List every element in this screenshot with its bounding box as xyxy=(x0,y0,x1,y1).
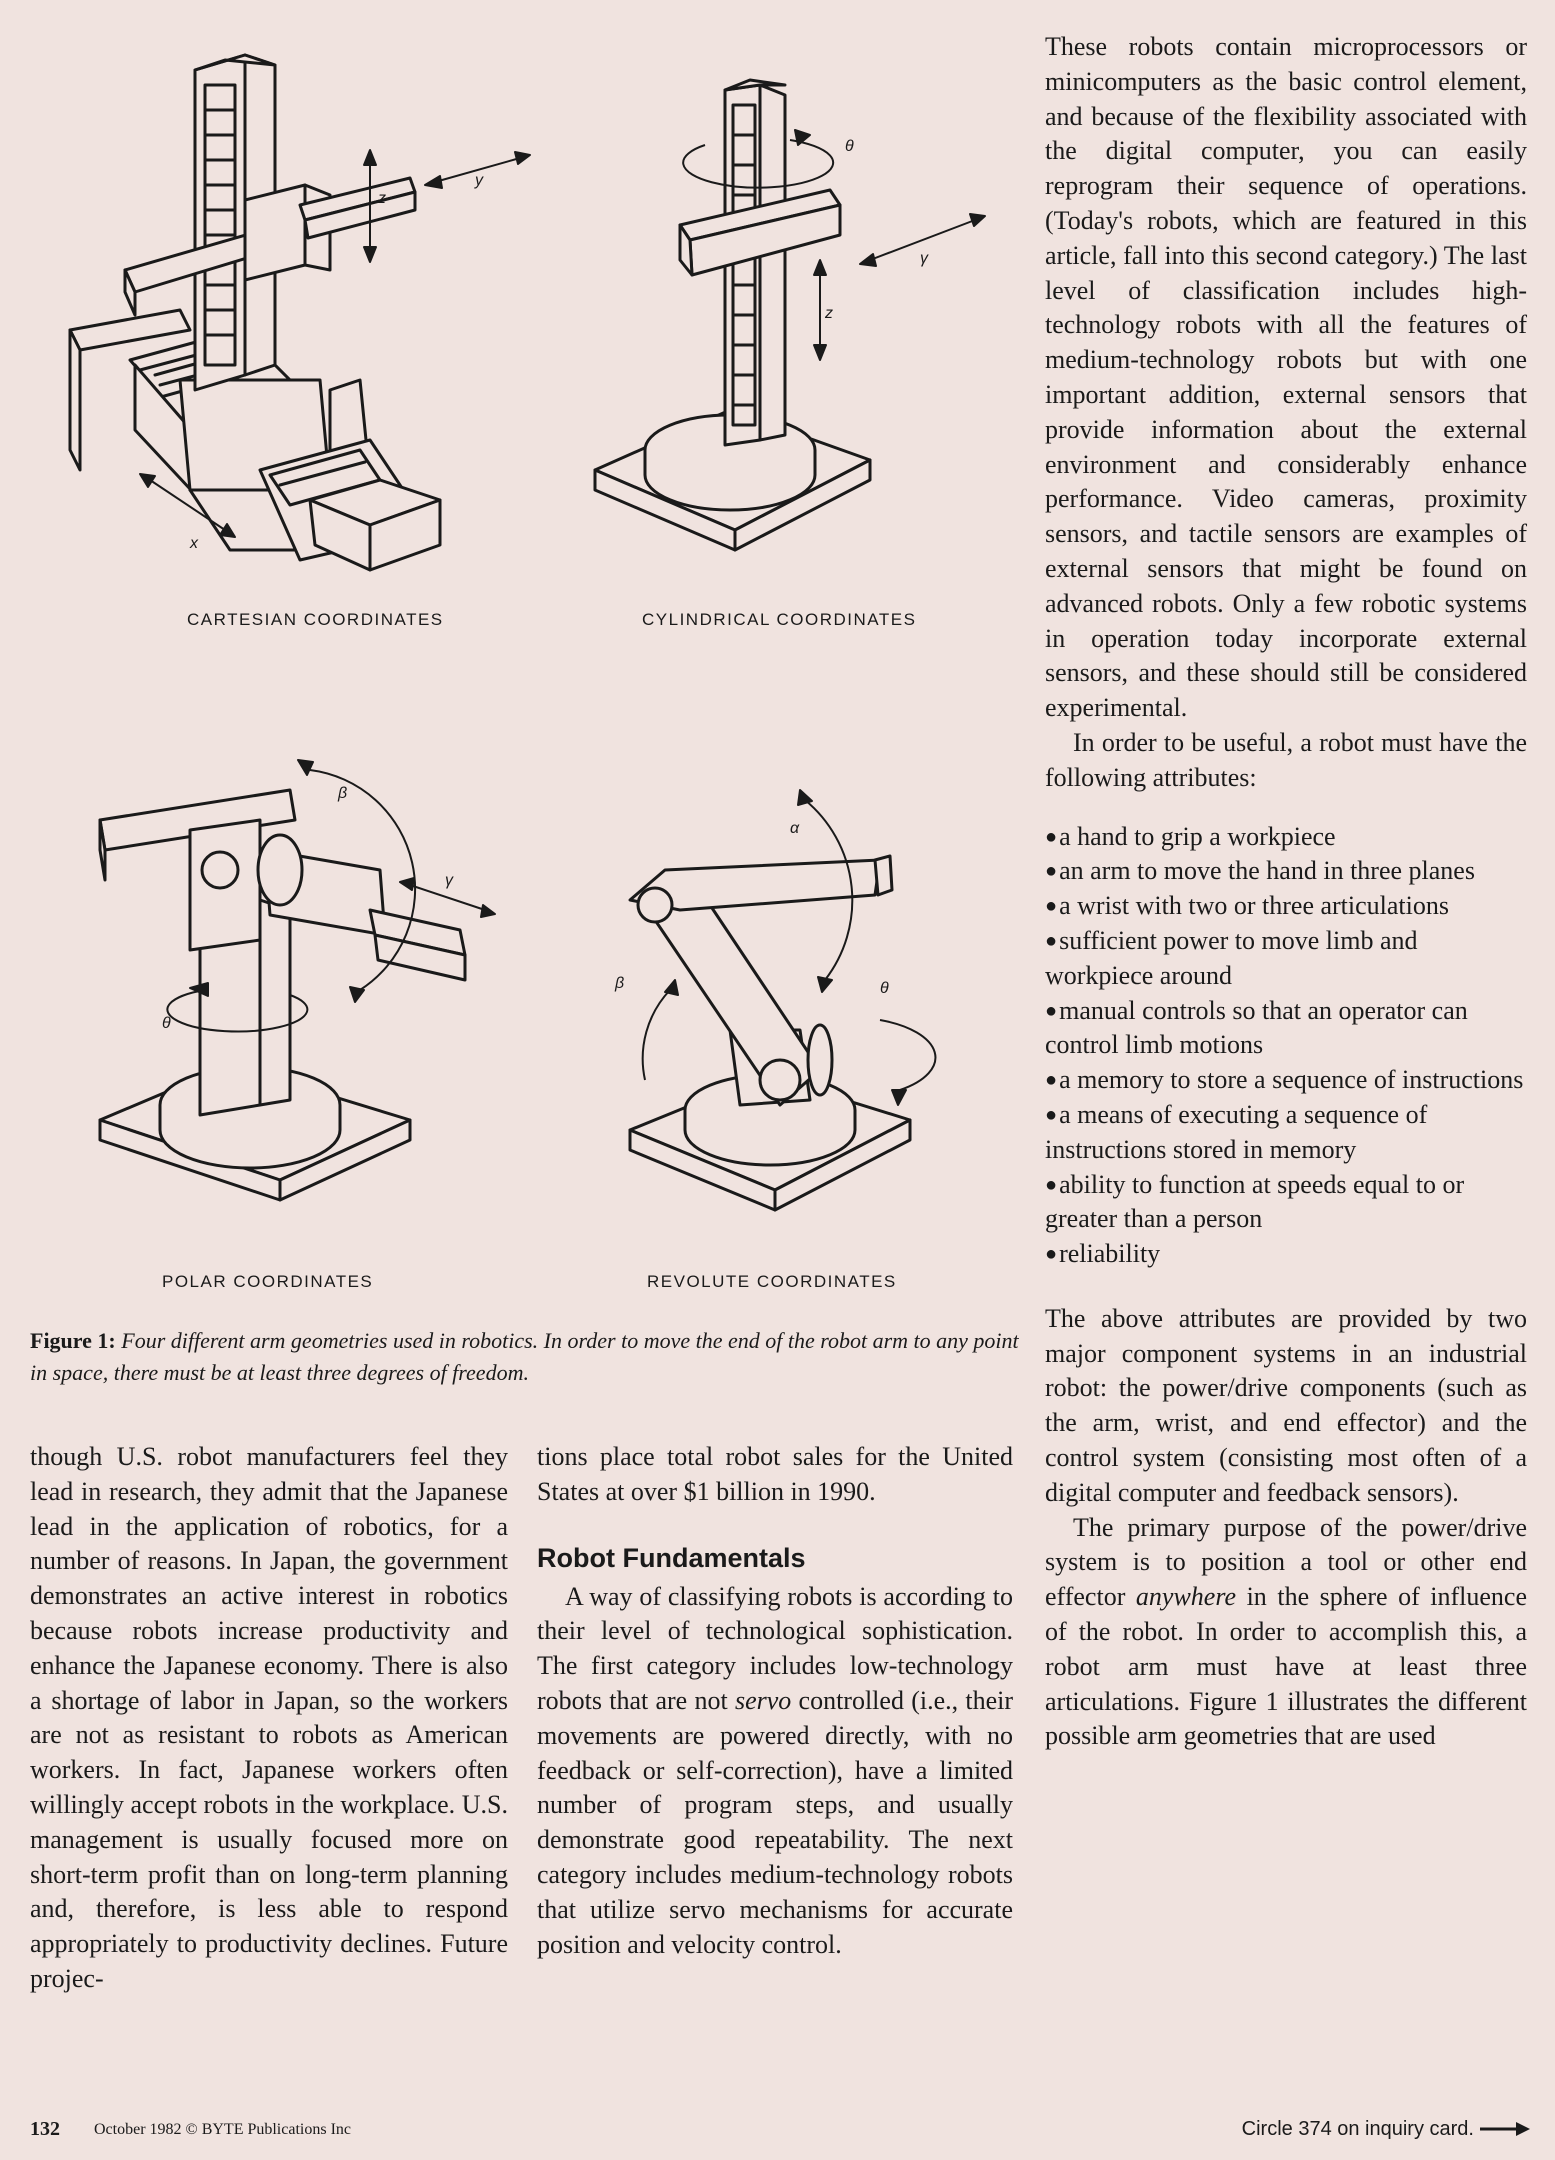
col2-p2-emphasis: servo xyxy=(734,1685,792,1715)
label-cartesian-coordinates: CARTESIAN COORDINATES xyxy=(187,610,444,629)
revolute-axis-beta: β xyxy=(615,975,625,992)
label-polar-coordinates: POLAR COORDINATES xyxy=(162,1272,374,1291)
revolute-axis-alpha: α xyxy=(790,820,800,837)
col3-paragraph-3: The above attributes are provided by two major component systems in an industrial robot: the power/drive components (such as the arm, wrist, and end effector) and the control system (consisting most often of a digital computer and feedback sensors). xyxy=(1045,1303,1527,1507)
polar-axis-gamma: γ xyxy=(445,872,453,889)
figure-1 xyxy=(40,30,1025,1300)
list-item: ● manual controls so that an operator can control limb motions xyxy=(1045,994,1527,1064)
label-cylindrical-coordinates: CYLINDRICAL COORDINATES xyxy=(642,610,917,629)
cartesian-axis-x: x xyxy=(190,535,198,552)
cartesian-axis-z: z xyxy=(378,190,386,207)
page-footer xyxy=(30,2118,1530,2148)
list-item: ● an arm to move the hand in three planes xyxy=(1045,854,1527,889)
cylindrical-axis-gamma: γ xyxy=(920,250,928,267)
col3-paragraph-4 xyxy=(1045,1511,1527,1755)
col3-paragraph-2: In order to be useful, a robot must have the following attributes: xyxy=(1045,727,1527,792)
cartesian-axis-y: y xyxy=(475,172,483,189)
column-2 xyxy=(537,1440,1013,1962)
revolute-robot-illustration xyxy=(630,856,910,1210)
caption-lead: Figure 1: xyxy=(30,1328,116,1353)
column-1 xyxy=(30,1440,508,1997)
polar-robot-illustration xyxy=(100,790,465,1200)
col3-paragraph-1: These robots contain microprocessors or minicomputers as the basic control element, and because of the flexibility associated with the digital computer, you can easily reprogram their sequence of operations. (Today's robots, which are featured in this article, fall into this second category.) The last level of classification includes high-technology robots with all the features of medium-technology robots but with one important addition, external sensors that provide information about the external environment and considerably enhance performance. Video cameras, proximity sensors, and tactile sensors are examples of external sensors that might be found on advanced robots. Only a few robotic systems in operation today incorporate external sensors, and these should still be considered experimental. xyxy=(1045,32,1527,723)
col2-paragraph-1: tions place total robot sales for the United States at over $1 billion in 1990. xyxy=(537,1442,1013,1506)
inquiry-text: Circle 374 on inquiry card. xyxy=(1241,2118,1474,2140)
figure-caption xyxy=(30,1325,1025,1389)
col2-p2-before: A way of classifying robots is according to their level of technological sophistication. The first category includes low-technology robots that are not xyxy=(537,1581,1013,1715)
list-item: ● a hand to grip a workpiece xyxy=(1045,820,1527,855)
polar-axis-beta: β xyxy=(338,785,348,802)
figure-illustrations xyxy=(40,30,1025,1300)
list-item: ● reliability xyxy=(1045,1237,1527,1272)
col3-p4-after: in the sphere of influence of the robot. In order to accomplish this, a robot arm must have at least three articulations. Figure 1 illustrates the different possible arm geometries that are used xyxy=(1045,1582,1527,1751)
revolute-axis-theta: θ xyxy=(880,980,889,997)
arrow-right-icon xyxy=(1480,2122,1530,2136)
list-item: ● sufficient power to move limb and workpiece around xyxy=(1045,924,1527,994)
list-item: ● a wrist with two or three articulations xyxy=(1045,889,1527,924)
attributes-list xyxy=(1045,820,1527,1272)
col3-p4-emphasis: anywhere xyxy=(1135,1582,1237,1612)
publication-info: October 1982 © BYTE Publications Inc xyxy=(94,2121,351,2138)
polar-axis-theta: θ xyxy=(162,1015,171,1032)
list-item: ● a means of executing a sequence of instructions stored in memory xyxy=(1045,1098,1527,1168)
col2-p2-after: controlled (i.e., their movements are powered directly, with no feedback or self-correction), have a limited number of program steps, and usually demonstrate good repeatability. The next category includes medium-technology robots that utilize servo mechanisms for accurate position and velocity control. xyxy=(537,1685,1014,1959)
cartesian-robot-illustration xyxy=(70,55,440,570)
list-item: ● ability to function at speeds equal to or greater than a person xyxy=(1045,1168,1527,1238)
section-heading-robot-fundamentals: Robot Fundamentals xyxy=(537,1542,806,1573)
col2-paragraph-2 xyxy=(537,1580,1013,1963)
cylindrical-axis-z: z xyxy=(825,305,833,322)
page-number: 132 xyxy=(30,2118,60,2140)
inquiry-note xyxy=(1242,2118,1530,2141)
column-3 xyxy=(1045,30,1527,1754)
list-item: ● a memory to store a sequence of instructions xyxy=(1045,1063,1527,1098)
cylindrical-axis-theta: θ xyxy=(845,138,854,155)
col3-p4-before: The primary purpose of the power/drive system is to position a tool or other end effector xyxy=(1045,1512,1527,1612)
label-revolute-coordinates: REVOLUTE COORDINATES xyxy=(647,1272,897,1291)
col1-paragraph-1: though U.S. robot manufacturers feel they lead in research, they admit that the Japanese lead in the application of robotics, for a number of reasons. In Japan, the government demonstrates an active interest in robotics because robots increase productivity and enhance the Japanese economy. There is also a shortage of labor in Japan, so the workers are not as resistant to robots as American workers. In fact, Japanese workers often willingly accept robots in the workplace. U.S. management is usually focused more on short-term profit than on long-term planning and, therefore, is less able to respond appropriately to productivity declines. Future projec- xyxy=(30,1442,508,1993)
caption-text: Four different arm geometries used in robotics. In order to move the end of the robot arm to any point in space, there must be at least three degrees of freedom. xyxy=(30,1328,1019,1385)
